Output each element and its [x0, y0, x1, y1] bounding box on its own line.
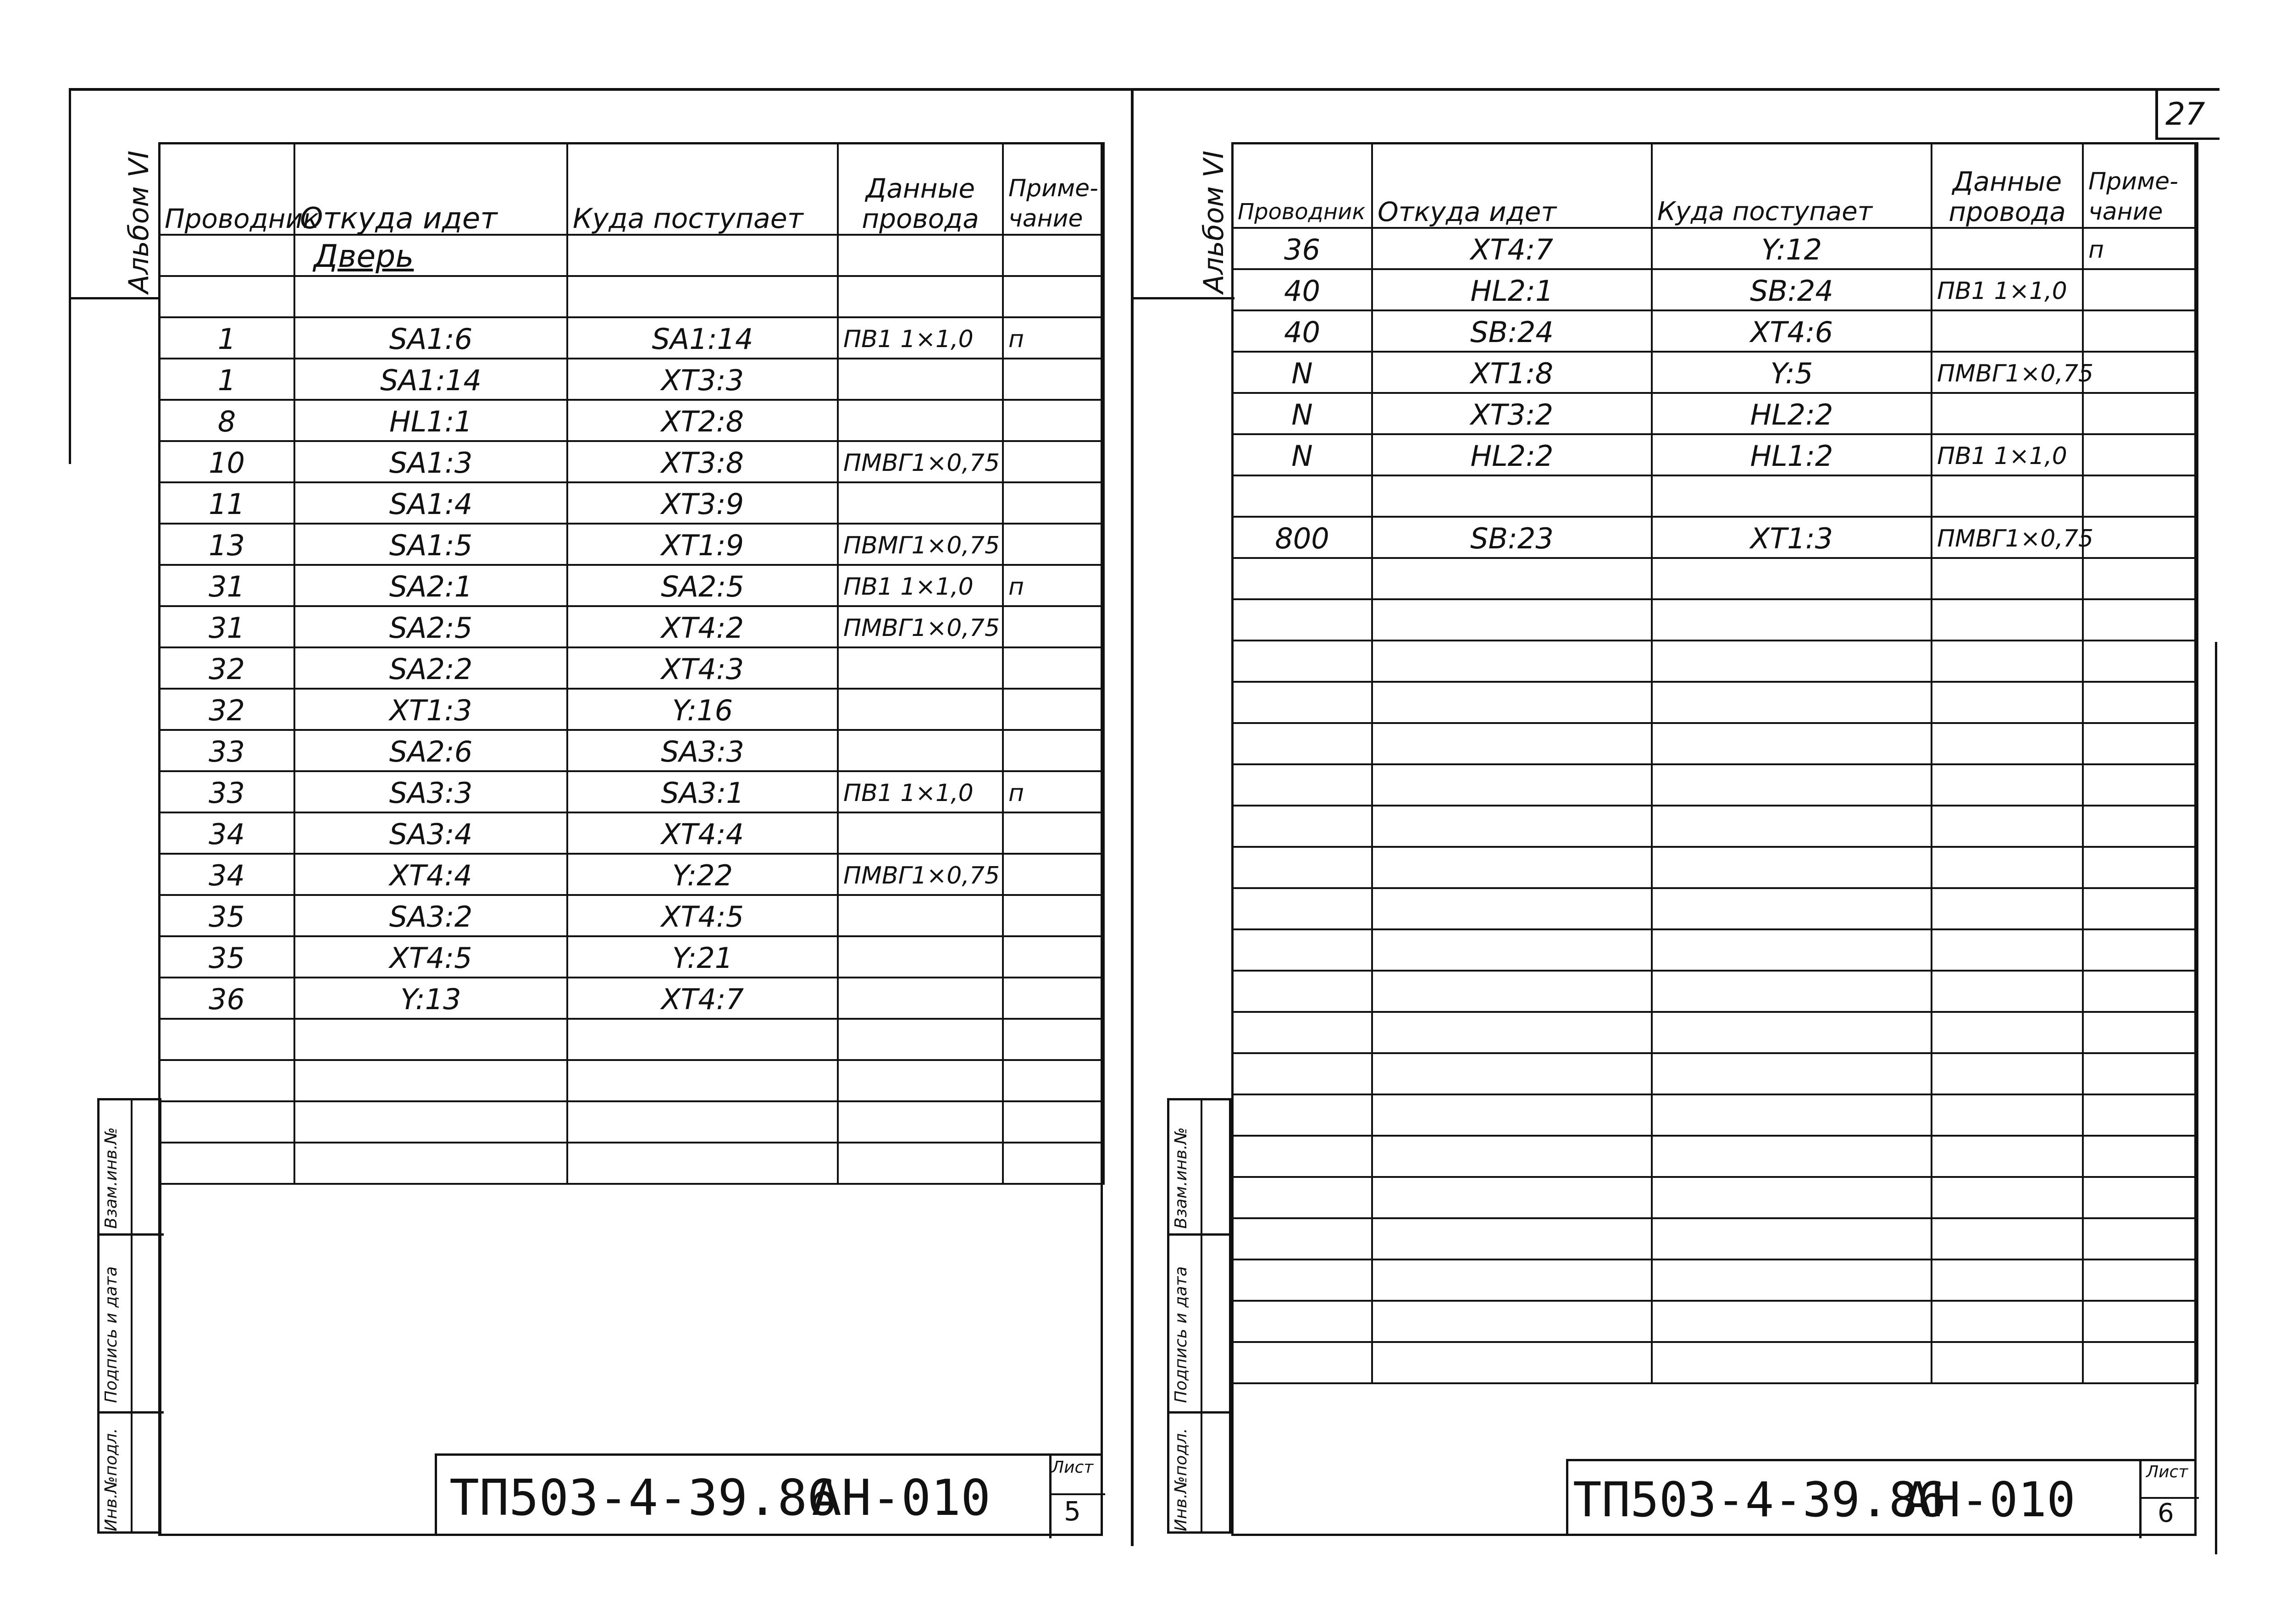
side-label-left-2: Инв.№подл.	[102, 1428, 121, 1531]
sheet-label-right: Лист	[2146, 1463, 2188, 1481]
side-label-left-0: Взам.инв.№	[102, 1127, 121, 1229]
side-label-left-1: Подпись и дата	[102, 1266, 121, 1403]
table-row: 10 SA1:3 XT3:8 ПМВГ1×0,75	[159, 441, 1104, 482]
header-from: Откуда идет	[1372, 143, 1652, 228]
header-data: Данные провода	[1932, 143, 2083, 228]
sheet-number-right: 6	[2158, 1498, 2174, 1528]
top-border-line	[69, 88, 2220, 91]
stamp-code-left: ТП503-4-39.86	[449, 1469, 837, 1527]
album-label-right: Альбом VI	[1198, 150, 1230, 293]
header-to: Куда поступает	[567, 143, 838, 235]
album-label-left: Альбом VI	[123, 150, 155, 293]
table-row: 1 SA1:14 XT3:3	[159, 359, 1104, 400]
table-row: 8 HL1:1 XT2:8	[159, 400, 1104, 441]
table-row: 40 HL2:1 SB:24 ПВ1 1×1,0	[1232, 269, 2198, 310]
header-note: Приме-чание	[2083, 143, 2198, 228]
header-from: Откуда идет	[294, 143, 567, 235]
table-row: N XT3:2 HL2:2	[1232, 393, 2198, 434]
page-number-box-line	[2155, 88, 2158, 138]
table-row: 40 SB:24 XT4:6	[1232, 310, 2198, 352]
table-row: 32 SA2:2 XT4:3	[159, 647, 1104, 689]
sheet-label-left: Лист	[1052, 1458, 1094, 1477]
stamp-code-right: ТП503-4-39.86	[1573, 1472, 1946, 1528]
table-row: 36 XT4:7 Y:12 п	[1232, 228, 2198, 269]
stamp-mark-right: АН-010	[1903, 1472, 2076, 1528]
table-row: N HL2:2 HL1:2 ПВ1 1×1,0	[1232, 434, 2198, 475]
side-label-right-0: Взам.инв.№	[1172, 1127, 1190, 1229]
table-row: 34 SA3:4 XT4:4	[159, 812, 1104, 854]
left-margin-tick	[69, 297, 161, 299]
table-row: 1 SA1:6 SA1:14 ПВ1 1×1,0 п	[159, 317, 1104, 359]
side-label-right-2: Инв.№подл.	[1172, 1428, 1190, 1531]
right-wire-table	[1231, 142, 2198, 1384]
side-label-right-1: Подпись и дата	[1172, 1266, 1190, 1403]
table-row: 31 SA2:5 XT4:2 ПМВГ1×0,75	[159, 606, 1104, 647]
table-row: N XT1:8 Y:5 ПМВГ1×0,75	[1232, 352, 2198, 393]
header-note: Приме-чание	[1003, 143, 1104, 235]
left-margin-line	[69, 88, 71, 464]
section-title: Дверь	[294, 235, 567, 276]
header-wire: Проводник	[159, 143, 294, 235]
header-to: Куда поступает	[1652, 143, 1932, 228]
table-row: 33 SA3:3 SA3:1 ПВ1 1×1,0 п	[159, 771, 1104, 812]
right-outer-line	[2215, 642, 2217, 1554]
table-row: 11 SA1:4 XT3:9	[159, 482, 1104, 524]
table-row: 34 XT4:4 Y:22 ПМВГ1×0,75	[159, 854, 1104, 895]
table-row: 13 SA1:5 XT1:9 ПВМГ1×0,75	[159, 524, 1104, 565]
header-data: Данные провода	[838, 143, 1003, 235]
table-row: 32 XT1:3 Y:16	[159, 689, 1104, 730]
left-wire-table	[158, 142, 1105, 1185]
page-number-underline	[2155, 138, 2220, 140]
table-row: 36 Y:13 XT4:7	[159, 978, 1104, 1019]
stamp-mark-left: АН-010	[812, 1469, 991, 1527]
table-row: 35 SA3:2 XT4:5	[159, 895, 1104, 936]
table-row: 35 XT4:5 Y:21	[159, 936, 1104, 978]
table-row	[1232, 475, 2198, 517]
table-row: 31 SA2:1 SA2:5 ПВ1 1×1,0 п	[159, 565, 1104, 606]
header-wire: Проводник	[1232, 143, 1372, 228]
table-row: 33 SA2:6 SA3:3	[159, 730, 1104, 771]
table-row: 800 SB:23 XT1:3 ПМВГ1×0,75	[1232, 517, 2198, 558]
center-divider	[1131, 88, 1134, 1546]
right-margin-tick	[1134, 297, 1234, 299]
sheet-number-left: 5	[1064, 1496, 1081, 1527]
page-number: 27	[2165, 96, 2205, 133]
